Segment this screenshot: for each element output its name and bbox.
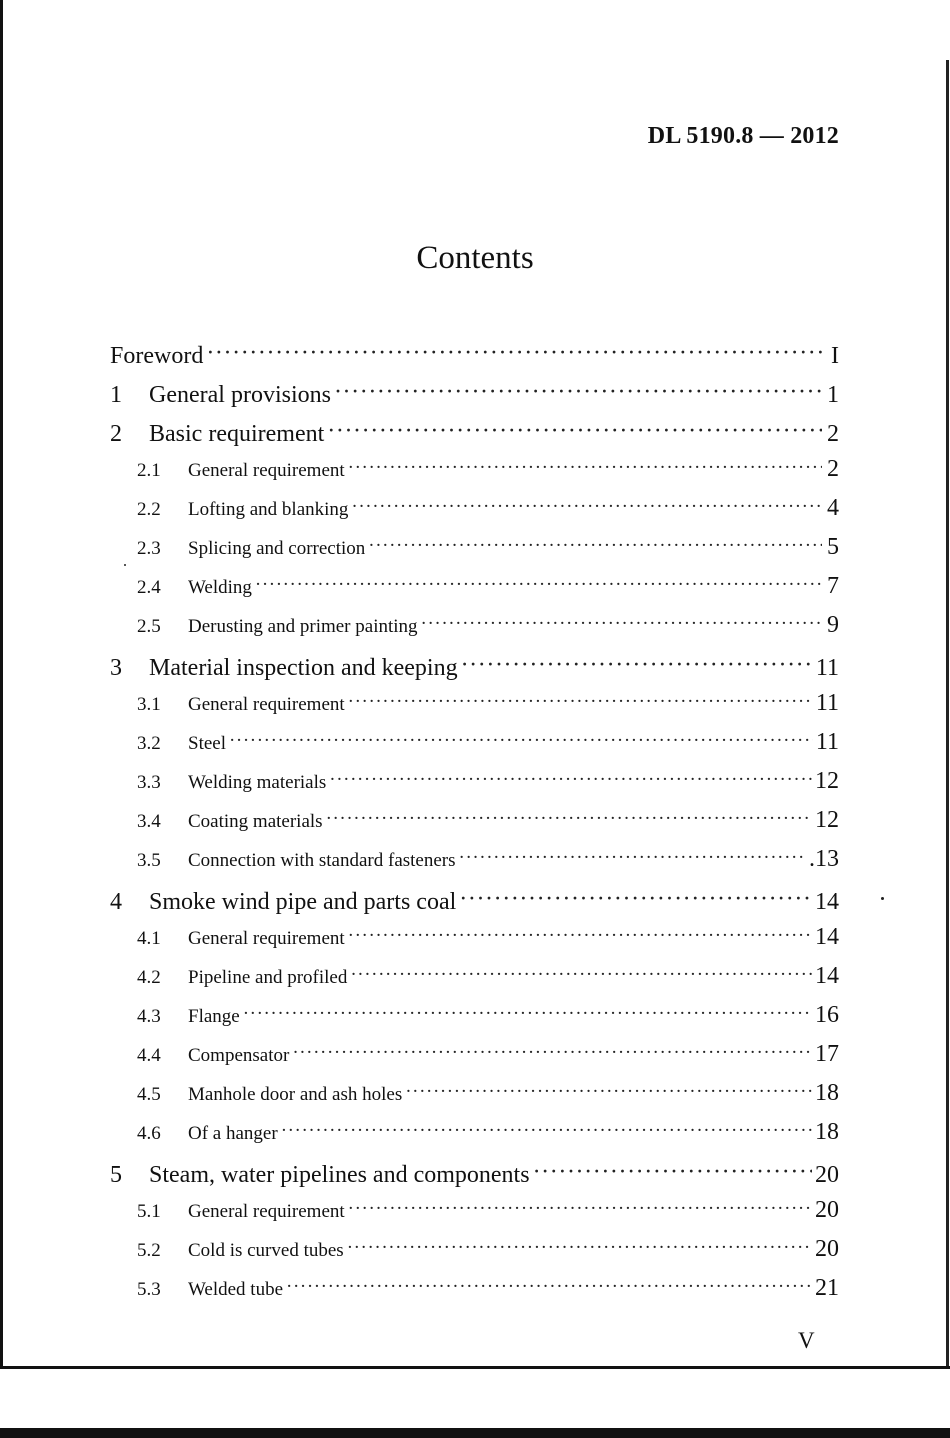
- toc-dot-leader: [326, 808, 812, 827]
- toc-entry-label: Steam, water pipelines and components: [149, 1162, 530, 1188]
- toc-entry[interactable]: [110, 417, 839, 448]
- toc-entry-label: Flange: [188, 1006, 240, 1027]
- toc-entry-number: 5: [110, 1162, 122, 1188]
- toc-dot-leader: [243, 1003, 812, 1022]
- scan-edge-left: [0, 0, 3, 1368]
- toc-entry[interactable]: [137, 534, 839, 561]
- toc-entry-number: 5.1: [137, 1201, 161, 1222]
- toc-entry[interactable]: [137, 924, 839, 951]
- toc-entry-label: Material inspection and keeping: [149, 655, 458, 681]
- toc-entry-page: 12: [815, 768, 839, 794]
- toc-entry-label: Steel: [188, 733, 226, 754]
- toc-entry[interactable]: [137, 1197, 839, 1224]
- toc-dot-leader: [459, 847, 806, 866]
- toc-entry-page: 17: [815, 1041, 839, 1067]
- page-number: V: [798, 1328, 815, 1353]
- toc-entry-number: 2.5: [137, 616, 161, 637]
- toc-entry-page: 5: [827, 534, 839, 560]
- toc-entry-label: Welding materials: [188, 772, 327, 793]
- toc-entry-number: 2.2: [137, 499, 161, 520]
- toc-entry-number: 5.2: [137, 1240, 161, 1261]
- toc-entry-number: 3: [110, 655, 122, 681]
- toc-entry-page: I: [831, 343, 839, 369]
- toc-dot-leader: [229, 730, 813, 749]
- toc-entry-label: Pipeline and profiled: [188, 967, 348, 988]
- toc-entry-number: 3.2: [137, 733, 161, 754]
- toc-entry[interactable]: [137, 573, 839, 600]
- page-title: Contents: [416, 240, 534, 276]
- toc-entry[interactable]: [137, 729, 839, 756]
- toc-entry-number: 3.1: [137, 694, 161, 715]
- toc-entry-page: 11: [815, 655, 839, 681]
- toc-dot-leader: [461, 651, 813, 675]
- toc-entry-label: Welding: [188, 577, 252, 598]
- toc-entry-page: 20: [815, 1162, 839, 1188]
- toc-entry-label: General requirement: [188, 694, 345, 715]
- toc-entry-page: 1: [827, 382, 839, 408]
- toc-dot-leader: [327, 417, 822, 441]
- toc-dot-leader: [292, 1042, 812, 1061]
- toc-entry-page: 11: [815, 690, 839, 716]
- scan-speck: [881, 897, 884, 900]
- toc-entry[interactable]: [110, 378, 839, 409]
- toc-entry-page: 7: [827, 573, 839, 599]
- toc-dot-leader: [281, 1120, 812, 1139]
- toc-dot-leader: [351, 496, 822, 515]
- toc-entry-page: 9: [827, 612, 839, 638]
- toc-dot-leader: [255, 574, 822, 593]
- toc-entry-page: 2: [827, 456, 839, 482]
- toc-entry-label: Derusting and primer painting: [188, 616, 418, 637]
- toc-entry-label: Connection with standard fasteners: [188, 850, 456, 871]
- scan-edge-bottom: [0, 1366, 950, 1369]
- toc-dot-leader: [421, 613, 822, 632]
- toc-dot-leader: [533, 1158, 812, 1182]
- toc-entry-label: General requirement: [188, 460, 345, 481]
- toc-entry-number: 4.5: [137, 1084, 161, 1105]
- toc-dot-leader: [286, 1276, 812, 1295]
- toc-entry-number: 2.4: [137, 577, 161, 598]
- toc-entry-page: 21: [815, 1275, 839, 1301]
- toc-entry-label: Compensator: [188, 1045, 290, 1066]
- toc-entry-label: Manhole door and ash holes: [188, 1084, 403, 1105]
- toc-entry-number: 4.2: [137, 967, 161, 988]
- toc-dot-leader: [348, 1198, 812, 1217]
- toc-entry[interactable]: [137, 1041, 839, 1068]
- toc-entry[interactable]: [110, 1158, 839, 1189]
- toc-entry-page: 12: [815, 807, 839, 833]
- toc-entry[interactable]: [137, 1275, 839, 1302]
- toc-dot-leader: [347, 1237, 812, 1256]
- toc-entry-number: 2.3: [137, 538, 161, 559]
- scan-speck: [124, 564, 126, 566]
- toc-entry-label: Foreword: [110, 343, 204, 369]
- toc-dot-leader: [348, 457, 822, 476]
- toc-entry-number: 1: [110, 382, 122, 408]
- toc-entry-page: 20: [815, 1197, 839, 1223]
- toc-entry-number: 3.4: [137, 811, 161, 832]
- toc-entry-page: 20: [815, 1236, 839, 1262]
- toc-entry[interactable]: [110, 339, 839, 370]
- toc-dot-leader: [348, 691, 813, 710]
- toc-entry-label: Of a hanger: [188, 1123, 278, 1144]
- toc-entry[interactable]: [137, 1080, 839, 1107]
- toc-entry-number: 2: [110, 421, 122, 447]
- toc-entry[interactable]: [137, 1002, 839, 1029]
- toc-entry-label: Smoke wind pipe and parts coal: [149, 889, 457, 915]
- toc-entry-number: 4: [110, 889, 122, 915]
- toc-entry-label: Splicing and correction: [188, 538, 366, 559]
- toc-entry-label: Coating materials: [188, 811, 323, 832]
- toc-dot-leader: [350, 964, 812, 983]
- toc-entry-number: 4.1: [137, 928, 161, 949]
- toc-entry[interactable]: [137, 846, 839, 873]
- scan-band-bottom: [0, 1428, 950, 1438]
- toc-entry[interactable]: [137, 768, 839, 795]
- toc-entry-number: 3.5: [137, 850, 161, 871]
- toc-entry-label: General requirement: [188, 1201, 345, 1222]
- toc-entry-page: 4: [827, 495, 839, 521]
- toc-entry-page: 11: [815, 729, 839, 755]
- toc-entry-number: 4.3: [137, 1006, 161, 1027]
- toc-entry[interactable]: [137, 1236, 839, 1263]
- toc-entry-number: 3.3: [137, 772, 161, 793]
- toc-dot-leader: [405, 1081, 812, 1100]
- toc-entry-number: 4.4: [137, 1045, 161, 1066]
- toc-entry[interactable]: [137, 807, 839, 834]
- toc-entry-label: Lofting and blanking: [188, 499, 349, 520]
- toc-entry-label: General requirement: [188, 928, 345, 949]
- toc-entry-page: .13: [809, 846, 839, 872]
- toc-entry[interactable]: [137, 1119, 839, 1146]
- toc-dot-leader: [206, 339, 822, 363]
- toc-entry[interactable]: [137, 456, 839, 483]
- toc-entry-page: 2: [827, 421, 839, 447]
- toc-entry[interactable]: [137, 690, 839, 717]
- toc-dot-leader: [459, 885, 812, 909]
- toc-dot-leader: [334, 378, 822, 402]
- toc-entry[interactable]: [137, 612, 839, 639]
- toc-entry[interactable]: [110, 885, 839, 916]
- toc-entry-page: 16: [815, 1002, 839, 1028]
- toc-entry-label: Welded tube: [188, 1279, 284, 1300]
- toc-entry-page: 14: [815, 963, 839, 989]
- toc-entry-number: 4.6: [137, 1123, 161, 1144]
- toc-entry[interactable]: [137, 963, 839, 990]
- document-code: DL 5190.8 — 2012: [647, 123, 839, 149]
- toc-entry[interactable]: [137, 495, 839, 522]
- toc-entry[interactable]: [110, 651, 839, 682]
- toc-dot-leader: [348, 925, 812, 944]
- toc-entry-page: 18: [815, 1119, 839, 1145]
- toc-dot-leader: [368, 535, 822, 554]
- toc-entry-number: 5.3: [137, 1279, 161, 1300]
- toc-entry-label: General provisions: [149, 382, 331, 408]
- toc-entry-page: 18: [815, 1080, 839, 1106]
- toc-entry-page: 14: [815, 924, 839, 950]
- toc-dot-leader: [329, 769, 812, 788]
- toc-entry-label: Basic requirement: [149, 421, 325, 447]
- toc-entry-page: 14: [815, 889, 839, 915]
- toc-entry-number: 2.1: [137, 460, 161, 481]
- toc-entry-label: Cold is curved tubes: [188, 1240, 344, 1261]
